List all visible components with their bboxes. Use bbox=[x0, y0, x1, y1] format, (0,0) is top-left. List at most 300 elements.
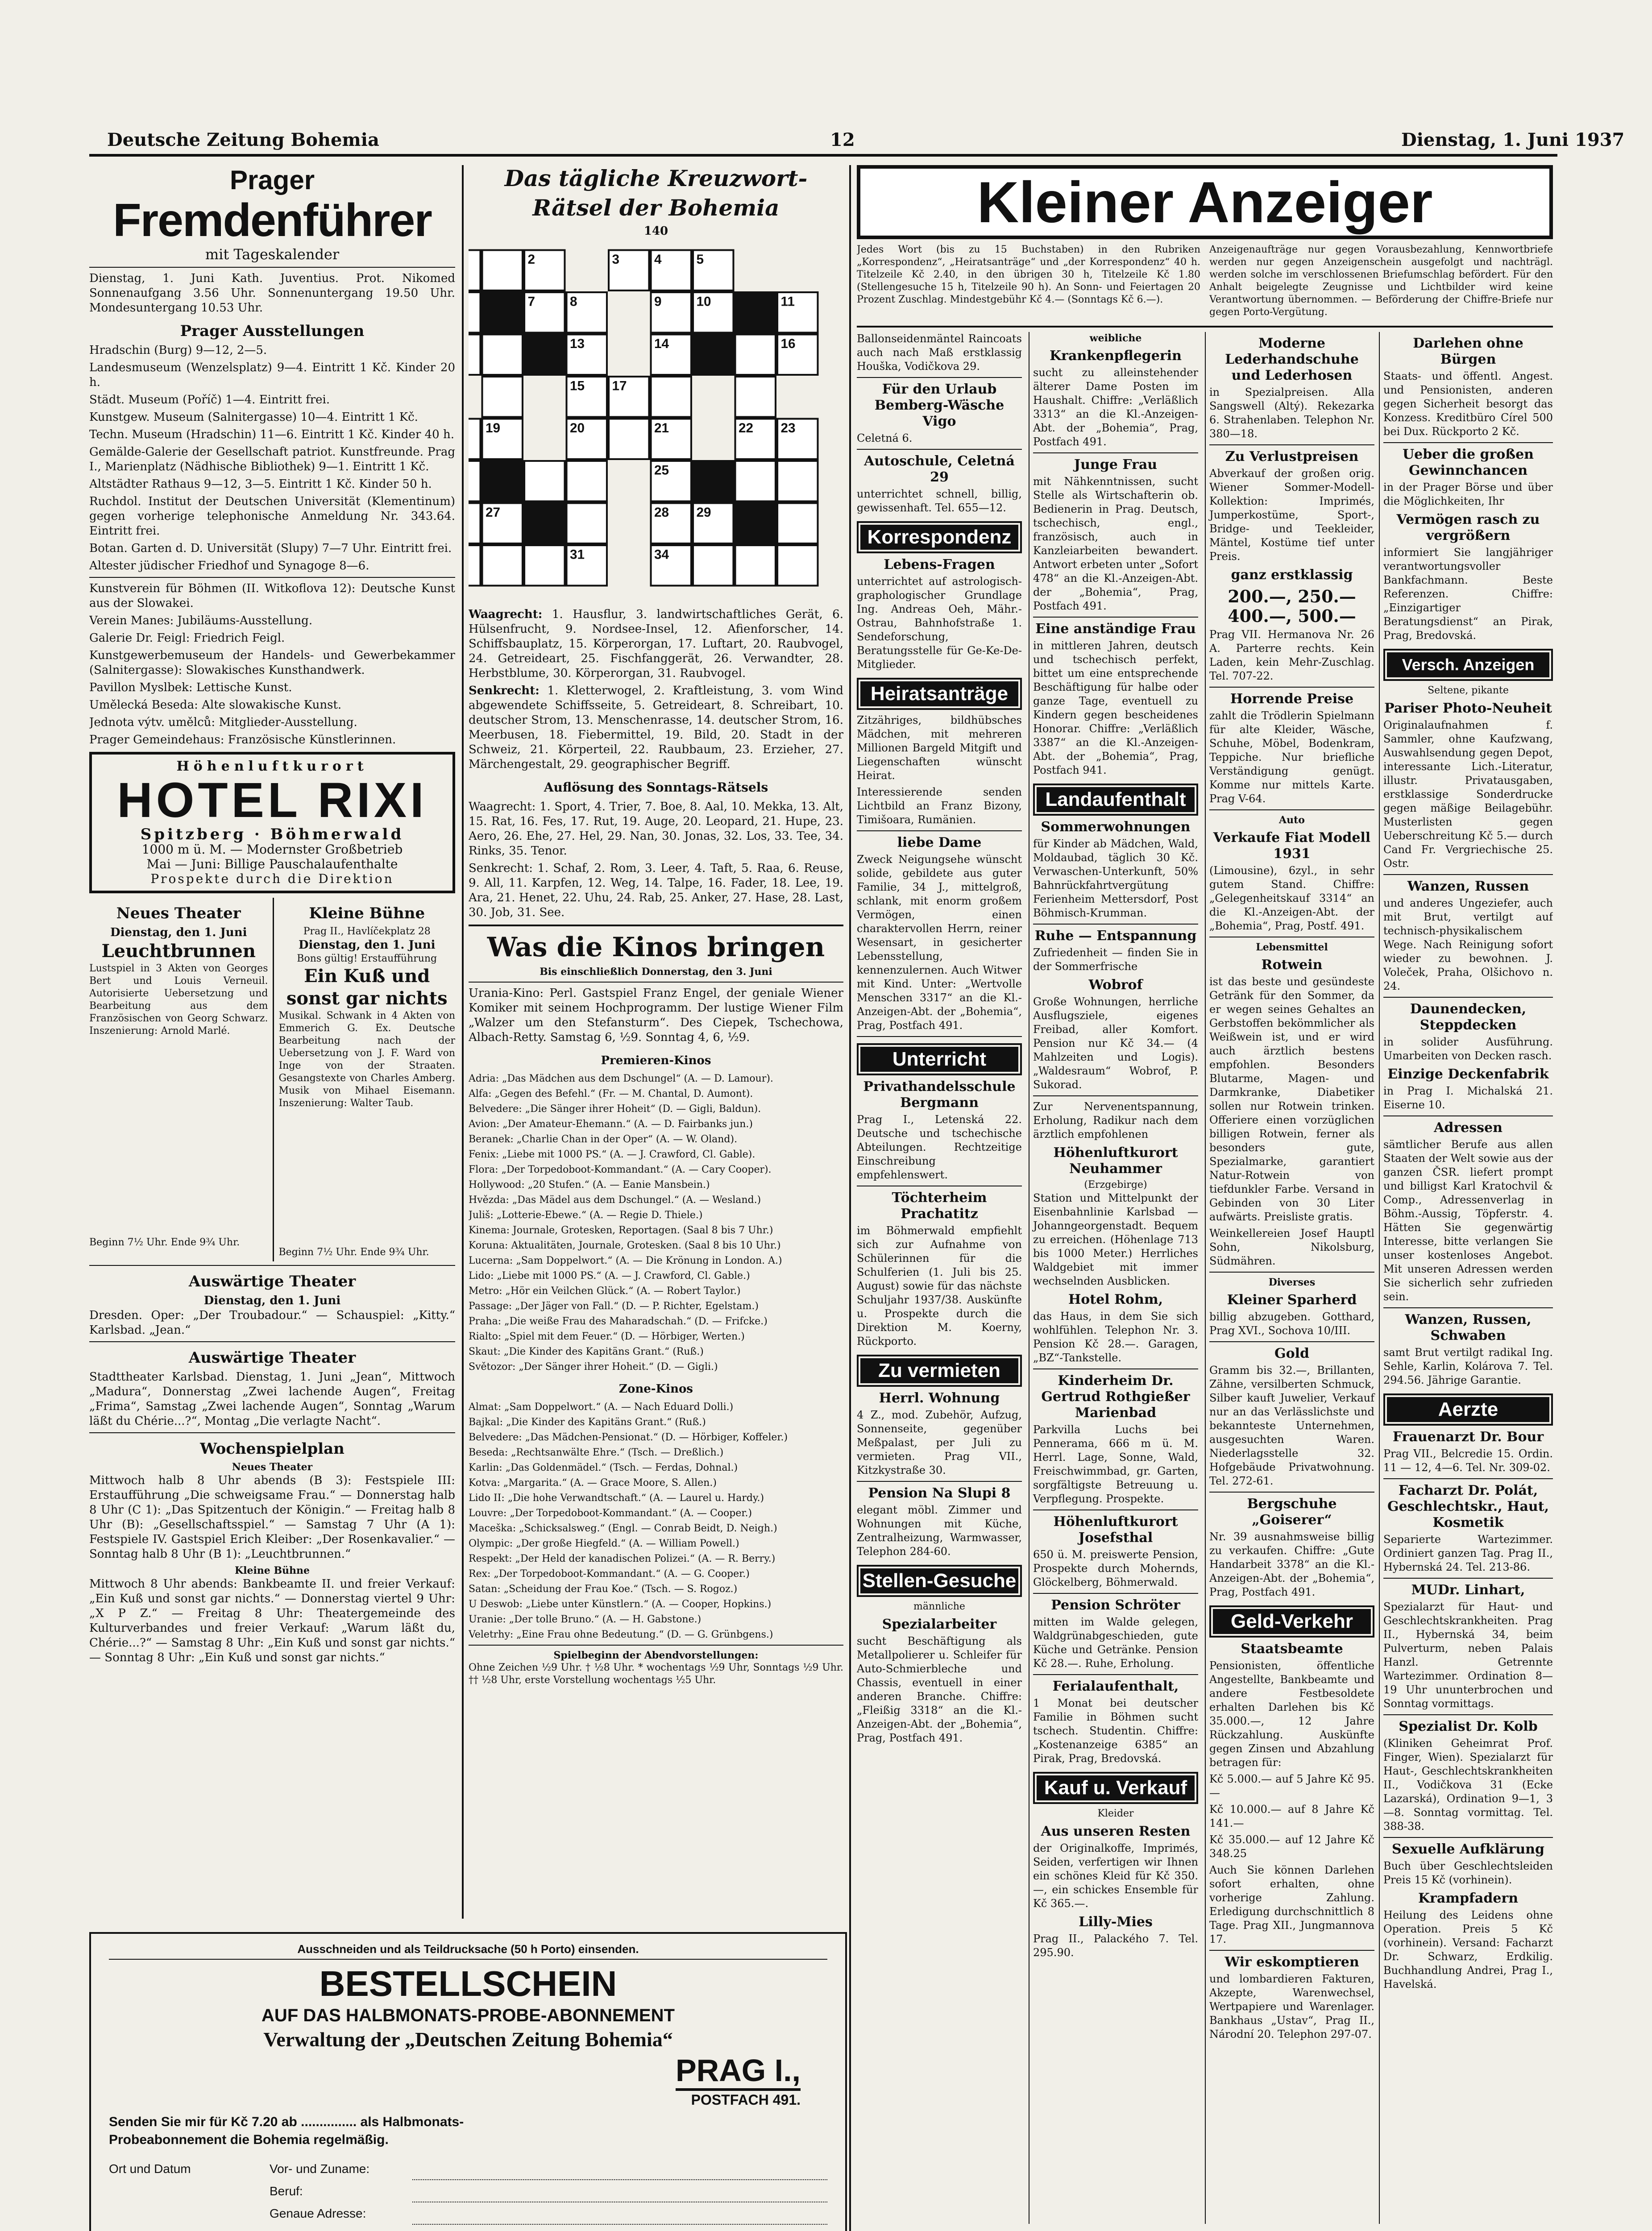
auswaertige-theater-date: Dienstag, den 1. Juni bbox=[203, 1294, 341, 1307]
crossword-cell[interactable]: 21 bbox=[650, 418, 693, 460]
crossword-cell[interactable] bbox=[735, 334, 777, 376]
crossword-cell[interactable] bbox=[608, 418, 650, 460]
crossword-grid bbox=[469, 243, 843, 599]
list-item: Pavillon Myslbek: Lettische Kunst. bbox=[89, 681, 292, 694]
list-item: Olympic: „Der große Hiegfeld.“ (A. — William Powell.) bbox=[469, 1538, 739, 1549]
wochenspielplan-sub-1: Neues Theater bbox=[232, 1461, 313, 1473]
ad-rotwein-signature: Weinkellereien Josef Hauptl Sohn, Nikolsburg, Südmähren. bbox=[1209, 1227, 1374, 1267]
kino-subheading: Bis einschließlich Donnerstag, den 3. Juni bbox=[540, 966, 772, 978]
ad-ferial-heading: Ferialaufenthalt, bbox=[1052, 1679, 1179, 1694]
bestellschein-coupon bbox=[89, 1932, 847, 2231]
kino-heading: Was die Kinos bringen bbox=[487, 932, 825, 963]
ad-gewinnchancen-heading: Ueber die großen Gewinnchancen bbox=[1403, 447, 1534, 478]
solution-heading: Auflösung des Sonntags-Rätsels bbox=[544, 780, 768, 795]
list-item: Kunstgew. Museum (Salnitergasse) 10—4. Eintritt 1 Kč. bbox=[89, 411, 418, 424]
ad-lebensfragen-text: unterrichtet auf astrologisch-graphologischer Grundlage Ing. Andreas Oeh, Mähr.-Ostrau, Bahnhofstraße 1. Sendeforschung, Beratungsstelle für Ge-Ke-De-Mitglieder. bbox=[857, 575, 1022, 671]
category-korrespondenz: Korrespondenz bbox=[857, 521, 1022, 553]
ad-photo-sub: Seltene, pikante bbox=[1428, 685, 1509, 696]
ad-pension-slupi-text: elegant möbl. Zimmer und Wohnungen mit Küche, Zentralheizung, Warmwasser, Telephon 284-60. bbox=[857, 1504, 1022, 1558]
ad-lilly-heading: Lilly-Mies bbox=[1079, 1914, 1153, 1930]
coupon-cut-instruction: Ausschneiden und als Teildrucksache (50 h Porto) einsenden. bbox=[297, 1942, 639, 1956]
ad-sparherd-text: billig abzugeben. Gotthard, Prag XVI., Sochova 10/III. bbox=[1209, 1310, 1374, 1337]
ad-bergschuhe-heading: Bergschuhe „Goiserer“ bbox=[1247, 1496, 1337, 1528]
ad-ruhe-text: Zufriedenheit — finden Sie in der Sommerfrische bbox=[1033, 946, 1198, 973]
ad-krankenpflegerin-heading: Krankenpflegerin bbox=[1050, 348, 1182, 364]
ad-fiat-text: (Limousine), 6zyl., in sehr gutem Stand. Chiffre: „Gelegenheitskauf 3314“ an die Kl.-Anzeigen-Abt. der „Bohemia“, Prag, Postf. 491. bbox=[1209, 864, 1374, 932]
list-item: Städt. Museum (Poříč) 1—4. Eintritt frei. bbox=[89, 393, 330, 406]
ad-krankenpflegerin-text: sucht zu alleinstehender älterer Dame Posten im Haushalt. Chiffre: „Verläßlich 3313“ an die Kl.-Anzeigen-Abt. der „Bohemia“, Prag, Postfach 491. bbox=[1033, 366, 1198, 448]
category-kauf-verkauf: Kauf u. Verkauf bbox=[1033, 1772, 1198, 1804]
hotel-rixi-ad bbox=[89, 752, 455, 893]
list-item: Techn. Museum (Hradschin) 11—6. Eintritt 1 Kč. Kinder 40 h. bbox=[89, 428, 454, 441]
ad-rotwein-heading: Rotwein bbox=[1261, 957, 1323, 973]
category-aerzte: Aerzte bbox=[1383, 1393, 1553, 1426]
crossword-cell[interactable] bbox=[481, 249, 524, 292]
list-item: Koruna: Aktualitäten, Journale, Grotesken. (Saal 8 bis 10 Uhr.) bbox=[469, 1240, 781, 1251]
kleine-buehne-note: Bons gültig! Erstaufführung bbox=[297, 953, 437, 964]
ad-toechterheim-heading: Töchterheim Prachatitz bbox=[892, 1190, 987, 1222]
coupon-name-field[interactable] bbox=[412, 2158, 827, 2180]
kleine-buehne-date: Dienstag, den 1. Juni bbox=[298, 938, 436, 952]
ad-wanzen-heading: Wanzen, Russen bbox=[1407, 879, 1529, 894]
ad-kolb-text: (Kliniken Geheimrat Prof. Finger, Wien). Spezialarzt für Haut-, Geschlechtskrankheiten II., Vodičkova 31 (Ecke Lazarská), Ordination 9—1, 3—8. Sonntag vormittag. Tel. 388-38. bbox=[1383, 1737, 1553, 1833]
premieren-list bbox=[469, 1073, 843, 1373]
category-zu-vermieten: Zu vermieten bbox=[857, 1355, 1022, 1387]
crossword-cell[interactable]: 15 bbox=[566, 376, 608, 418]
list-item: Almat: „Sam Doppelwort.“ (A. — Nach Eduard Dolli.) bbox=[469, 1402, 734, 1413]
crossword-cell[interactable] bbox=[776, 460, 819, 502]
ad-neuhammer-intro: Zur Nervenentspannung, Erholung, Radikur nach dem ärztlich empfohlenen bbox=[1033, 1100, 1198, 1140]
neues-theater-date: Dienstag, den 1. Juni bbox=[110, 926, 247, 939]
list-item: Karlin: „Das Goldenmädel.“ (Tsch. — Ferdas, Dohnal.) bbox=[469, 1462, 738, 1473]
ad-lederhandschuhe-heading: Moderne Lederhandschuhe und Lederhosen bbox=[1225, 336, 1359, 383]
ad-aufklaerung-text: Buch über Geschlechtsleiden Preis 15 Kč (vorhinein). bbox=[1383, 1860, 1553, 1886]
ad-staatsbeamte-heading: Staatsbeamte bbox=[1241, 1641, 1343, 1657]
list-item: Fenix: „Liebe mit 1000 PS.“ (A. — J. Crawford, Cl. Gable). bbox=[469, 1149, 755, 1160]
kleine-buehne-text: Musikal. Schwank in 4 Akten von Emmerich G. Ex. Deutsche Bearbeitung nach der Uebersetzung von J. F. Ward von Inge von der Straaten. Gesangstexte von Charles Amberg. Musik von Mihael Eisemann. Inszenierung: Walter Taub. bbox=[278, 1010, 455, 1109]
crossword-title-2: Rätsel der Bohemia bbox=[532, 195, 780, 221]
neues-theater-heading: Neues Theater bbox=[116, 904, 241, 922]
crossword-cell[interactable] bbox=[566, 502, 608, 545]
kleiner-anzeiger-banner: Kleiner Anzeiger bbox=[857, 165, 1553, 239]
hotel-line: Prospekte durch die Direktion bbox=[150, 871, 394, 886]
ad-polat-text: Separierte Wartezimmer. Ordiniert ganzen Tag. Prag II., Hybernská 24. Tel. 213-86. bbox=[1383, 1533, 1553, 1573]
crossword-cell[interactable]: 27 bbox=[481, 502, 524, 545]
ad-gold-heading: Gold bbox=[1274, 1346, 1309, 1361]
ad-staatsbeamte-row: Kč 35.000.— auf 12 Jahre Kč 348.25 bbox=[1209, 1833, 1374, 1860]
crossword-black-cell bbox=[692, 460, 735, 502]
ad-kinderheim-heading: Kinderheim Dr. Gertrud Rothgießer Marienbad bbox=[1041, 1373, 1190, 1421]
column-divider-1 bbox=[462, 165, 464, 1919]
ad-staatsbeamte-text: Pensionisten, öffentliche Angestellte, Bankbeamte und andere Festbesoldete erhalten Darlehen bis Kč 35.000.—, 12 Jahre Rückzahlung. Auskünfte gegen Zinsen und Abzahlung betragen für: bbox=[1209, 1659, 1374, 1769]
ad-bemberg-heading: Für den Urlaub Bemberg-Wäsche Vigo bbox=[874, 382, 1004, 429]
ad-verlustpreise-heading: Zu Verlustpreisen bbox=[1225, 449, 1359, 464]
list-item: Altester jüdischer Friedhof und Synagoge 8—6. bbox=[89, 559, 369, 572]
crossword-cell[interactable]: 10 bbox=[692, 291, 735, 334]
title-prager: Prager bbox=[229, 165, 315, 195]
ad-staatsbeamte-text-2: Auch Sie können Darlehen sofort erhalten, ohne vorherige Zahlung. Erledigung durchschnittlich 8 Tage. Prag XII., Jungmannova 17. bbox=[1209, 1864, 1374, 1945]
ad-junge-frau-heading: Junge Frau bbox=[1074, 457, 1158, 473]
category-heiratsantraege: Heiratsanträge bbox=[857, 678, 1022, 710]
ad-wanzen-text: und anderes Ungeziefer, auch mit Brut, vertilgt auf technisch-physikalischem Wege. Nach Reinigung sofort wieder zu bewohnen. J. Voleček, Praha, Olšichovo n. 24. bbox=[1383, 897, 1553, 992]
ad-staatsbeamte-row: Kč 10.000.— auf 8 Jahre Kč 141.— bbox=[1209, 1803, 1374, 1829]
list-item: Kunstgewerbemuseum der Handels- und Gewerbekammer (Salnitergasse): Slowakisches Kunsthandwerk. bbox=[89, 649, 455, 677]
list-item: Umělecká Beseda: Alte slowakische Kunst. bbox=[89, 698, 342, 712]
auswaertige-theater-heading-1: Auswärtige Theater bbox=[188, 1273, 356, 1290]
crossword-cell[interactable]: 25 bbox=[650, 460, 693, 502]
list-item: Hollywood: „20 Stufen.“ (A. — Eanie Mansbein.) bbox=[469, 1179, 710, 1190]
crossword-cell[interactable] bbox=[481, 334, 524, 376]
ad-schroeter-text: mitten im Walde gelegen, Waldgrünabgeschieden, gute Küche und Getränke. Pension Kč 28.—. Ruhe, Erholung. bbox=[1033, 1616, 1198, 1670]
crossword-cell[interactable]: 9 bbox=[650, 291, 693, 334]
kleine-buehne-footer: Beginn 7½ Uhr. Ende 9¾ Uhr. bbox=[278, 1247, 429, 1258]
label-diverses: Diverses bbox=[1268, 1277, 1316, 1288]
ad-darlehen-text: Staats- und öffentl. Angest. und Pensionisten, anderen gegen Sicherheit besorgt das Konzess. Kreditbüro Círel 500 bei Dux. Rückporto 2 Kč. bbox=[1383, 370, 1553, 438]
crossword-black-cell bbox=[481, 460, 524, 502]
ad-eskomptieren-heading: Wir eskomptieren bbox=[1224, 1954, 1359, 1970]
ad-lilly-text: Prag II., Palackého 7. Tel. 295.90. bbox=[1033, 1932, 1198, 1959]
auswaertige-theater-text-1: Dresden. Oper: „Der Troubadour.“ — Schauspiel: „Kitty.“ Karlsbad. „Jean.“ bbox=[89, 1309, 455, 1337]
crossword-cell[interactable]: 31 bbox=[566, 544, 608, 587]
list-item: Galerie Dr. Feigl: Friedrich Feigl. bbox=[89, 631, 285, 645]
coupon-name-label: Vor- und Zuname: bbox=[270, 2162, 370, 2176]
crossword-cell[interactable]: 13 bbox=[566, 334, 608, 376]
crossword-black-cell bbox=[735, 502, 777, 545]
list-item: Kinema: Journale, Grotesken, Reportagen. (Saal 8 bis 7 Uhr.) bbox=[469, 1225, 773, 1236]
crossword-cell[interactable]: 8 bbox=[566, 291, 608, 334]
header-page-number: 12 bbox=[830, 129, 855, 150]
crossword-cell[interactable] bbox=[650, 376, 693, 418]
label-weibliche: weibliche bbox=[1089, 332, 1142, 344]
ad-bergmann-text: Prag I., Letenská 22. Deutsche und tschechische Abteilungen. Rechtzeitige Einschreibung empfehlenswert. bbox=[857, 1113, 1022, 1181]
column-fremdenfuehrer bbox=[89, 165, 455, 1919]
crossword-cell[interactable]: 34 bbox=[650, 544, 693, 587]
coupon-address-field[interactable] bbox=[412, 2202, 827, 2225]
ad-liebe-dame-text: Zweck Neigungsehe wünscht solide, gebildete aus guter Familie, 34 J., mittelgroß, schlank, mit enorm großem Vermögen, einen charaktervollen Herrn, reiner Wesensart, in gesicherter Lebensstellung, kennenzulernen. Auch Witwer mit Kind. Unter: „Wertvolle Menschen 3317“ an die Kl.-Anzeigen-Abt. der „Bohemia“, Prag, Postfach 491. bbox=[857, 853, 1022, 1032]
list-item: Flora: „Der Torpedoboot-Kommandant.“ (A. — Cary Cooper). bbox=[469, 1164, 772, 1175]
ad-staatsbeamte-row: Kč 5.000.— auf 5 Jahre Kč 95.— bbox=[1209, 1773, 1374, 1799]
ad-gold-text: Gramm bis 32.—, Brillanten, Zähne, versilberten Schmuck, Silber kauft Juwelier, Verkauf nur an das Verlässlichste und bekannteste Unternehmen, ausgesuchten Waren. Niederlagsstelle 32. Hofgebäude Privatwohnung. Tel. 272-61. bbox=[1209, 1364, 1374, 1487]
ad-adressen-heading: Adressen bbox=[1434, 1120, 1503, 1136]
ad-krampfadern-heading: Krampfadern bbox=[1418, 1891, 1519, 1906]
list-item: Světozor: „Der Sänger ihrer Hoheit.“ (D. — Gigli.) bbox=[469, 1361, 718, 1373]
ad-photo-heading: Pariser Photo-Neuheit bbox=[1384, 701, 1552, 716]
hotel-line: Mai — Juni: Billige Pauschalaufenthalte bbox=[146, 857, 398, 871]
exhibitions-list bbox=[89, 343, 455, 573]
coupon-city: PRAG I., bbox=[676, 2053, 801, 2091]
clue-down-text: 1. Kletterwogel, 2. Kraftleistung, 3. vom Wind abgewendete Schiffsseite, 5. Getreideart, 8. Schreibart, 10. deutscher Strom, 13. Menschenrasse, 14. deutscher Strom, 16. Meerbusen, 18. Fiebermittel, 19. Bild, 20. Stadt in der Schweiz, 21. Körperteil, 22. Raubbaum, 23. Erzieher, 27. Märchengestalt, 29. geographischer Begriff. bbox=[469, 684, 843, 771]
ad-daunendecken-text: in solider Ausführung. Umarbeiten von Decken rasch. bbox=[1383, 1036, 1553, 1062]
ad-anstaendige-frau-heading: Eine anständige Frau bbox=[1035, 621, 1196, 637]
kleine-buehne-play: Ein Kuß und sonst gar nichts bbox=[286, 966, 448, 1009]
classifieds-col-c bbox=[1209, 332, 1374, 2044]
list-item: Metro: „Hör ein Veilchen Glück.“ (A. — Robert Taylor.) bbox=[469, 1286, 741, 1297]
header-date: Dienstag, 1. Juni 1937 bbox=[1401, 129, 1625, 150]
ad-hotel-rohm-heading: Hotel Rohm, bbox=[1068, 1292, 1163, 1307]
list-item: Adria: „Das Mädchen aus dem Dschungel“ (A. — D. Lamour). bbox=[469, 1073, 773, 1084]
label-lebensmittel: Lebensmittel bbox=[1256, 941, 1328, 953]
ad-wobrof-text: Große Wohnungen, herrliche Ausflugsziele, eigenes Freibad, aller Komfort. Pension nur Kč 34.— (4 Mahlzeiten und Logis). „Waldesraum“ Wobrof, P. Sukorad. bbox=[1033, 995, 1198, 1091]
clue-across-heading: Waagrecht: bbox=[469, 608, 543, 621]
list-item: Beranek: „Charlie Chan in der Oper“ (A. — W. Oland). bbox=[469, 1134, 738, 1145]
ad-frauenarzt-text: Prag VII., Belcredie 15. Ordin. 11 — 12, 4—6. Tel. Nr. 309-02. bbox=[1383, 1447, 1553, 1474]
hotel-line: 1000 m ü. M. — Modernster Großbetrieb bbox=[141, 842, 403, 857]
neues-theater-play: Leuchtbrunnen bbox=[101, 941, 256, 962]
crossword-cell[interactable]: 2 bbox=[523, 249, 566, 292]
crossword-cell[interactable] bbox=[523, 460, 566, 502]
ad-rotwein-text: ist das beste und gesündeste Getränk für den Sommer, da er wegen seines Gehaltes an Gerbstoffen bekömmlicher als Weißwein ist, und er wird auch ärztlich bestens empfohlen. Besonders Blutarme, Magen- und Darmkranke, Diabetiker sollen nur Rotwein trinken. Offeriere einen vorzüglichen billigen Rotwein, ferner als besonders gute, Spezialmarke, garantiert Natur-Rotwein von tiefdunkler Farbe. Versand in Gebinden von 30 Liter aufwärts. Preisliste gratis. bbox=[1209, 975, 1374, 1223]
ad-kleider-label: Kleider bbox=[1097, 1808, 1134, 1819]
crossword-cell[interactable]: 29 bbox=[692, 502, 735, 545]
coupon-ort-label: Ort und Datum bbox=[109, 2162, 191, 2176]
list-item: Respekt: „Der Held der kanadischen Polizei.“ (A. — R. Berry.) bbox=[469, 1553, 776, 1564]
wochenspielplan-heading: Wochenspielplan bbox=[200, 1440, 345, 1458]
crossword-cell[interactable] bbox=[469, 291, 481, 334]
crossword-black-cell bbox=[523, 334, 566, 376]
ad-wanzen-schwaben-text: samt Brut vertilgt radikal Ing. Sehle, Karlin, Kolárova 7. Tel. 294.56. Jährige Garantie. bbox=[1383, 1346, 1553, 1386]
ad-lebensfragen-heading: Lebens-Fragen bbox=[884, 557, 995, 572]
ad-neuhammer-sub: (Erzgebirge) bbox=[1084, 1179, 1147, 1190]
ad-frauenarzt-heading: Frauenarzt Dr. Bour bbox=[1392, 1429, 1544, 1445]
crossword-cell[interactable] bbox=[481, 544, 524, 587]
coupon-beruf-field[interactable] bbox=[412, 2180, 827, 2202]
crossword-cell[interactable]: 3 bbox=[608, 249, 650, 292]
column-kreuzwort-kinos bbox=[469, 165, 843, 1919]
wochenspielplan-text-1: Mittwoch halb 8 Uhr abends (B 3): Festspiele III: Erstaufführung „Die schweigsame Frau.“ — Donnerstag halb 8 Uhr (C 1): „Das Spitzentuch der Königin.“ — Freitag halb 8 Uhr (B): „Gesellschaftsspiel.“ — Samstag 7 Uhr (A 1): Festspiele IV. Gastspiel Erich Kleiber: „Der Rosenkavalier.“ — Sonntag halb 8 Uhr (B 1): „Leuchtbrunnen.“ bbox=[89, 1474, 455, 1561]
spielbeginn-heading: Spielbeginn der Abendvorstellungen: bbox=[553, 1650, 759, 1661]
crossword-cell[interactable] bbox=[776, 502, 819, 545]
ad-resten-heading: Aus unseren Resten bbox=[1041, 1824, 1191, 1839]
list-item: Hvězda: „Das Mädel aus dem Dschungel.“ (A. — Wesland.) bbox=[469, 1194, 761, 1206]
crossword-cell[interactable] bbox=[692, 544, 735, 587]
list-item: Skaut: „Die Kinder des Kapitäns Grant.“ (Ruß.) bbox=[469, 1346, 704, 1357]
crossword-cell[interactable]: 23 bbox=[776, 418, 819, 460]
crossword-number: 140 bbox=[643, 224, 668, 238]
neues-theater bbox=[89, 898, 268, 1261]
ad-horrende-preise-text: zahlt die Trödlerin Spielmann für alte Kleider, Wäsche, Schuhe, Möbel, Bodenkram, Teppiche. Nur briefliche Verständigung genügt. Komme nur mittels Karte. Prag V-64. bbox=[1209, 709, 1374, 805]
solution-across: Waagrecht: 1. Sport, 4. Trier, 7. Boe, 8. Aal, 10. Mekka, 13. Alt, 15. Rat, 16. Fes, 17. Rut, 19. Auge, 20. Leopard, 21. Hupe, 23. Aero, 26. Ehe, 27. Hel, 29. Nan, 30. Jonas, 32. Los, 33. Tee, 34. Rinks, 35. Tenor. bbox=[469, 800, 843, 858]
crossword-cell[interactable] bbox=[735, 460, 777, 502]
solution-down: Senkrecht: 1. Schaf, 2. Rom, 3. Leer, 4. Taft, 5. Raa, 6. Reuse, 9. All, 11. Karpfen, 12. Weg, 14. Talpe, 16. Fader, 18. Lee, 19. Ara, 21. Henet, 22. Uhu, 24. Rab, 25. Anker, 27. Hase, 28. Last, 30. Job, 31. See. bbox=[469, 862, 843, 919]
zone-list bbox=[469, 1401, 843, 1641]
list-item: Avion: „Der Amateur-Ehemann.“ (A. — D. Fairbanks jun.) bbox=[469, 1119, 753, 1130]
ad-wobrof-name: Wobrof bbox=[1088, 977, 1143, 993]
ad-verlustpreise-bold: ganz erstklassig bbox=[1231, 567, 1353, 583]
ad-maennliche-label: männliche bbox=[913, 1601, 965, 1612]
ad-bemberg-text: Celetná 6. bbox=[857, 432, 913, 444]
list-item: Verein Manes: Jubiläums-Ausstellung. bbox=[89, 614, 313, 627]
column-kleiner-anzeiger bbox=[857, 165, 1553, 2231]
coupon-order-line-2: Probeabonnement die Bohemia regelmäßig. bbox=[109, 2132, 389, 2147]
list-item: Bajkal: „Die Kinder des Kapitäns Grant.“ (Ruß.) bbox=[469, 1417, 706, 1428]
crossword-cell[interactable]: 16 bbox=[776, 334, 819, 376]
hotel-kurort-label: Höhenluftkurort bbox=[176, 759, 368, 774]
list-item: Praha: „Die weiße Frau des Maharadschah.“ (D. — Frifcke.) bbox=[469, 1316, 768, 1327]
auswaertige-theater-heading-2: Auswärtige Theater bbox=[188, 1349, 356, 1367]
ad-spezialarbeiter-text: sucht Beschäftigung als Metallpolierer u. Schleifer für Auto-Schmierbleche und Chassis, eventuell in einer anderen Branche. Chiffre: „Fleißig 3318“ an die Kl.-Anzeigen-Abt. der „Bohemia“, Prag, Postfach 491. bbox=[857, 1635, 1022, 1744]
ad-sommerwohnungen-heading: Sommerwohnungen bbox=[1041, 819, 1191, 835]
ad-anstaendige-frau-text: in mittleren Jahren, deutsch und tschechisch perfekt, bittet um eine entsprechende Beschäftigung für halbe oder ganze Tage, eventuell zu Kindern gegen bescheidenes Honorar. Chiffre: „Verläßlich 3387“ an die Kl.-Anzeigen-Abt. der „Bohemia“, Prag, Postfach 941. bbox=[1033, 639, 1198, 776]
ad-kolb-heading: Spezialist Dr. Kolb bbox=[1399, 1719, 1538, 1734]
neues-theater-footer: Beginn 7½ Uhr. Ende 9¾ Uhr. bbox=[89, 1237, 240, 1248]
ad-darlehen-heading: Darlehen ohne Bürgen bbox=[1413, 336, 1523, 367]
kleine-buehne-heading: Kleine Bühne bbox=[309, 904, 425, 922]
ad-deckenfabrik-text: in Prag I. Michalská 21. Eiserne 10. bbox=[1383, 1085, 1553, 1111]
crossword-cell[interactable] bbox=[469, 249, 481, 292]
crossword-cell[interactable] bbox=[469, 460, 481, 502]
crossword-cell[interactable]: 19 bbox=[481, 418, 524, 460]
category-stellen-gesuche: Stellen-Gesuche bbox=[857, 1565, 1022, 1597]
list-item: Ruchdol. Institut der Deutschen Universität (Klementinum) gegen vorherige telephonische Anmeldung Nr. 343.64. Eintritt frei. bbox=[89, 495, 455, 538]
ad-lederhandschuhe-text: in Spezialpreisen. Alla Sangswell (Altý). Rekezarka 6. Strahenlaben. Telephon Nr. 380—18. bbox=[1209, 386, 1374, 440]
list-item: Gemälde-Galerie der Gesellschaft patriot. Kunstfreunde. Prag I., Marienplatz (Nädhische Bibliothek) 9—1. Eintritt 1 Kč. bbox=[89, 445, 455, 473]
list-item: Veletrhy: „Eine Frau ohne Bedeutung.“ (D. — G. Grünbgens.) bbox=[469, 1629, 773, 1640]
crossword-cell[interactable]: 7 bbox=[523, 291, 566, 334]
list-item: Rialto: „Spiel mit dem Feuer.“ (D. — Hörbiger, Werten.) bbox=[469, 1331, 745, 1342]
theater-section bbox=[89, 898, 455, 1261]
premieren-heading: Premieren-Kinos bbox=[601, 1054, 711, 1067]
list-item: Jednota výtv. umělců: Mitglieder-Ausstellung. bbox=[89, 716, 357, 729]
clue-down-heading: Senkrecht: bbox=[469, 684, 540, 697]
list-item: Uranie: „Der tolle Bruno.“ (A. — H. Gabstone.) bbox=[469, 1614, 701, 1625]
clue-across-text: 1. Hausflur, 3. landwirtschaftliches Gerät, 6. Hülsenfrucht, 9. Nordsee-Insel, 12. Afienforscher, 14. Schiffsbauplatz, 15. Körperorgan, 17. Luftart, 20. Raubvogel, 24. Getreideart, 25. Fischfanggerät, 26. Verwandter, 28. Herbstblume, 30. Körperorgan, 31. Raubvogel. bbox=[469, 608, 843, 680]
ad-liebe-dame-heading: liebe Dame bbox=[897, 835, 982, 850]
category-geld-verkehr: Geld-Verkehr bbox=[1209, 1605, 1374, 1638]
crossword-cell[interactable] bbox=[523, 544, 566, 587]
classifieds-col-a bbox=[857, 332, 1022, 1748]
list-item: Lido: „Liebe mit 1000 PS.“ (A. — J. Crawford, Cl. Gable.) bbox=[469, 1270, 750, 1281]
ad-bergschuhe-text: Nr. 39 ausnahmsweise billig zu verkaufen. Chiffre: „Gute Handarbeit 3378“ an die Kl.-Anzeigen-Abt. der „Bohemia“, Prag, Postfach 491. bbox=[1209, 1530, 1374, 1598]
ad-heirat-text: Zitzähriges, bildhübsches Mädchen, mit mehreren Millionen Bargeld Mitgift und Liegenschaften wünscht Heirat. bbox=[857, 714, 1022, 782]
ad-wanzen-schwaben-heading: Wanzen, Russen, Schwaben bbox=[1405, 1312, 1532, 1344]
crossword-cell[interactable]: 28 bbox=[650, 502, 693, 545]
crossword-cell[interactable] bbox=[735, 376, 777, 418]
kino-intro: Urania-Kino: Perl. Gastspiel Franz Engel, der geniale Wiener Komiker mit seinem Hochprogramm. Der lustige Wiener Film „Walzer um den Stefansturm“. Des Ciepek, Tschechowa, Albach-Retty. Samstag 6, ½9. Sonntag 4, 6, ½9. bbox=[469, 987, 843, 1044]
rates-text-2: Anzeigenaufträge nur gegen Vorausbezahlung, Kennwortbriefe werden nur gegen Anzeigenschein ausgefolgt und nachträgl. werden solche im verschlossenen Briefumschlag befördert. Für den Anhalt beigelegte Zeugnisse und Lichtbilder wird keine Verantwortung übernommen. — Beförderung der Chiffre-Briefe nur gegen Porto-Vergütung. bbox=[1209, 244, 1553, 318]
crossword-cell[interactable] bbox=[469, 544, 481, 587]
ad-kinderheim-text: Parkvilla Luchs bei Pennerama, 666 m ü. M. Herrl. Lage, Sonne, Wald, Freischwimmbad, gr. Garten, sorgfältigste Betreuung u. Verpflegung. Prospekte. bbox=[1033, 1423, 1198, 1505]
ad-pension-slupi-heading: Pension Na Slupi 8 bbox=[868, 1485, 1011, 1501]
ad-neuhammer-text: Station und Mittelpunkt der Eisenbahnlinie Karlsbad — Johanngeorgenstadt. Bequem zu erreichen. (Höhenlage 713 bis 1000 Meter.) Herrliches Waldgebiet mit immer wechselnden Ausblicken. bbox=[1033, 1192, 1198, 1287]
list-item: Altstädter Rathaus 9—12, 3—5. Eintritt 1 Kč. Kinder 50 h. bbox=[89, 477, 432, 491]
kleine-buehne bbox=[278, 898, 455, 1261]
ad-josefsthal-text: 650 ü. M. preiswerte Pension, Prospekte durch Mohernds, Glöckelberg, Böhmerwald. bbox=[1033, 1548, 1198, 1588]
ad-verlustpreise-text-2: Prag VII. Hermanova Nr. 26 A. Parterre rechts. Kein Laden, kein Mehr-Zuschlag. Tel. 707-22. bbox=[1209, 628, 1374, 682]
list-item: Kotva: „Margarita.“ (A. — Grace Moore, S. Allen.) bbox=[469, 1477, 717, 1489]
wochenspielplan-sub-2: Kleine Bühne bbox=[234, 1565, 310, 1576]
crossword-cell[interactable]: 14 bbox=[650, 334, 693, 376]
crossword-cell[interactable] bbox=[735, 544, 777, 587]
crossword-title-1: Das tägliche Kreuzwort- bbox=[504, 165, 808, 191]
ad-verlustpreise-text: Abverkauf der großen orig. Wiener Sommer-Modell-Kollektion: Imprimés, Jumperkostüme, Sport-, Bridge- und Teekleider, Mäntel, Kostüme tief unter Preis. bbox=[1209, 467, 1374, 563]
crossword-cell[interactable] bbox=[481, 376, 524, 418]
crossword-cell[interactable]: 5 bbox=[692, 249, 735, 292]
ad-gewinnchancen-text: in der Prager Börse und über die Möglichkeiten, Ihr bbox=[1383, 481, 1553, 507]
calendar-text: Dienstag, 1. Juni Kath. Juventius. Prot. Nikomed Sonnenaufgang 3.56 Uhr. Sonnenuntergang 19.50 Uhr. Mondesuntergang 10.53 Uhr. bbox=[89, 272, 455, 315]
ad-sparherd-heading: Kleiner Sparherd bbox=[1227, 1292, 1357, 1308]
classifieds-grid bbox=[857, 332, 1553, 2224]
ad-bergmann-heading: Privathandelsschule Bergmann bbox=[863, 1079, 1016, 1111]
ad-heirat-text-2: Interessierende senden Lichtbild an Franz Bizony, Timišoara, Rumänien. bbox=[857, 786, 1022, 826]
list-item: Satan: „Scheidung der Frau Koe.“ (Tsch. — S. Rogoz.) bbox=[469, 1584, 738, 1595]
ad-fiat-heading: Verkaufe Fiat Modell 1931 bbox=[1213, 830, 1371, 862]
crossword-cell[interactable]: 11 bbox=[776, 291, 819, 334]
ad-ruhe-heading: Ruhe — Entspannung bbox=[1034, 928, 1197, 944]
ad-verlustpreise-prices: 200.—, 250.— 400.—, 500.— bbox=[1228, 586, 1356, 626]
ad-krampfadern-text: Heilung des Leidens ohne Operation. Preis 5 Kč (vorhinein). Versand: Facharzt Dr. Schwarz, Erdkilig. Buchhandlung Andrei, Prag I., Havelská. bbox=[1383, 1909, 1553, 1990]
coupon-admin: Verwaltung der „Deutschen Zeitung Bohemia“ bbox=[263, 2028, 673, 2051]
exhibitions-heading: Prager Ausstellungen bbox=[180, 322, 365, 340]
label-auto: Auto bbox=[1279, 814, 1305, 826]
list-item: Belvedere: „Die Sänger ihrer Hoheit“ (D. — Gigli, Baldun). bbox=[469, 1103, 761, 1115]
ad-ferial-text: 1 Monat bei deutscher Familie in Böhmen sucht tschech. Studentin. Chiffre: „Kostenanzeige 6385“ an Pirak, Prag, Bredovská. bbox=[1033, 1697, 1198, 1765]
crossword-cell[interactable] bbox=[469, 334, 481, 376]
ad-resten-text: der Originalkoffe, Imprimés, Seiden, verfertigen wir Ihnen ein schönes Kleid für Kč 350.—, ein schickes Ensemble für Kč 365.—. bbox=[1033, 1842, 1198, 1910]
list-item: Rex: „Der Torpedoboot-Kommandant.“ (A. — G. Cooper.) bbox=[469, 1568, 750, 1580]
category-unterricht: Unterricht bbox=[857, 1043, 1022, 1075]
crossword-cell[interactable] bbox=[566, 460, 608, 502]
ad-deckenfabrik-bold: Einzige Deckenfabrik bbox=[1387, 1066, 1549, 1082]
ad-aufklaerung-heading: Sexuelle Aufklärung bbox=[1392, 1841, 1544, 1857]
classifieds-col-b bbox=[1033, 332, 1198, 1962]
list-item: Louvre: „Der Torpedoboot-Kommandant.“ (A. — Cooper.) bbox=[469, 1508, 752, 1519]
crossword-cell[interactable] bbox=[469, 418, 481, 460]
list-item: Alfa: „Gegen des Befehl.“ (Fr. — M. Chantal, D. Aumont). bbox=[469, 1088, 753, 1099]
coupon-subtitle: AUF DAS HALBMONATS-PROBE-ABONNEMENT bbox=[261, 2006, 675, 2025]
ad-hotel-rohm-text: das Haus, in dem Sie sich wohlfühlen. Telephon Nr. 3. Pension Kč 28.—. Garagen, „BZ“-Tankstelle. bbox=[1033, 1310, 1198, 1364]
title-fremdenfuehrer: Fremdenführer bbox=[113, 195, 432, 246]
ad-sommerwohnungen-text: für Kinder ab Mädchen, Wald, Moldaubad, täglich 30 Kč. Verwaschen-Unterkunft, 50% Bahnrückfahrtvergütung Ferienheim Mettersdorf, Post Böhmisch-Krumman. bbox=[1033, 838, 1198, 919]
ad-vermoegen-bold: Vermögen rasch zu vergrößern bbox=[1396, 512, 1540, 543]
category-landaufenthalt: Landaufenthalt bbox=[1033, 784, 1198, 816]
coupon-address-label: Genaue Adresse: bbox=[270, 2206, 366, 2220]
crossword-cell[interactable] bbox=[469, 502, 481, 545]
crossword-cell[interactable]: 4 bbox=[650, 249, 693, 292]
ad-neuhammer-heading: Höhenluftkurort Neuhammer bbox=[1053, 1145, 1178, 1177]
ad-linhart-text: Spezialarzt für Haut- und Geschlechtskrankheiten. Prag II., Hybernská 34, beim Pulverturm, neben Palais Hanzl. Getrennte Wartezimmer. Ordination 8—19 Uhr ununterbrochen und Sonntag vormittags. bbox=[1383, 1601, 1553, 1710]
list-item: Landesmuseum (Wenzelsplatz) 9—4. Eintritt 1 Kč. Kinder 20 h. bbox=[89, 361, 455, 389]
list-item: Prager Gemeindehaus: Französische Künstlerinnen. bbox=[89, 733, 396, 746]
auswaertige-theater-text-2: Stadttheater Karlsbad. Dienstag, 1. Juni „Jean“, Mittwoch „Madura“, Donnerstag „Zwei lachende Augen“, Freitag „Frima“, Samstag „Zwei lachende Augen“, Sonntag „Warum läßt du Chérie...?“, Montag „Die verlagte Nacht“. bbox=[89, 1370, 455, 1428]
coupon-order-line-1: Senden Sie mir für Kč 7.20 ab ............... als Halbmonats- bbox=[109, 2115, 464, 2129]
ad-autoschule-heading: Autoschule, Celetná 29 bbox=[864, 453, 1015, 485]
crossword-cell[interactable]: 22 bbox=[735, 418, 777, 460]
coupon-postfach: POSTFACH 491. bbox=[691, 2092, 801, 2108]
art-exhibitions-list bbox=[89, 581, 455, 747]
ad-spezialarbeiter-heading: Spezialarbeiter bbox=[882, 1617, 997, 1632]
ad-junge-frau-text: mit Nähkenntnissen, sucht Stelle als Wirtschafterin ob. Bedienerin in Prag. Deutsch, tschechisch, engl., französisch, auch in Kanzleiarbeiten bewandert. Antwort erbeten unter „Sofort 478“ an die Kl.-Anzeigen-Abt. der „Bohemia“, Prag, Postfach 491. bbox=[1033, 475, 1198, 612]
list-item: U Deswob: „Liebe unter Künstlern.“ (A. — Cooper, Hopkins.) bbox=[469, 1599, 772, 1610]
ad-schroeter-heading: Pension Schröter bbox=[1051, 1597, 1180, 1613]
coupon-beruf-label: Beruf: bbox=[270, 2184, 303, 2198]
crossword-cell[interactable] bbox=[776, 544, 819, 587]
crossword-cell[interactable]: 20 bbox=[566, 418, 608, 460]
list-item: Belvedere: „Das Mädchen-Pensionat.“ (D. — Hörbiger, Koffeler.) bbox=[469, 1432, 788, 1443]
crossword-black-cell bbox=[523, 502, 566, 545]
ad-daunendecken-heading: Daunendecken, Steppdecken bbox=[1410, 1001, 1527, 1033]
ad-josefsthal-heading: Höhenluftkurort Josefsthal bbox=[1053, 1514, 1178, 1546]
ad-raincoats: Ballonseidenmäntel Raincoats auch nach Maß erstklassig Houška, Vodičkova 29. bbox=[857, 332, 1022, 373]
ad-wohnung-text: 4 Z., mod. Zubehör, Aufzug, Sonnenseite, gegenüber Meßpalast, per Juli zu vermieten. Prag VII., Kitzkystraße 30. bbox=[857, 1409, 1022, 1476]
list-item: Kunstverein für Böhmen (II. Witkoflova 12): Deutsche Kunst aus der Slowakei. bbox=[89, 582, 455, 610]
list-item: Juliš: „Lotterie-Ebewe.“ (A. — Regie D. Thiele.) bbox=[469, 1210, 703, 1221]
list-item: Lido II: „Die hohe Verwandtschaft.“ (A. — Laurel u. Hardy.) bbox=[469, 1493, 764, 1504]
crossword-cell[interactable]: 17 bbox=[608, 376, 650, 418]
rates-block bbox=[857, 244, 1553, 321]
list-item: Passage: „Der Jäger von Fall.“ (D. — P. Richter, Egelstam.) bbox=[469, 1301, 759, 1312]
list-item: Botan. Garten d. D. Universität (Slupy) 7—7 Uhr. Eintritt frei. bbox=[89, 542, 452, 555]
rates-text-1: Jedes Wort (bis zu 15 Buchstaben) in den Rubriken „Korrespondenz“, „Heiratsanträge“ und „der Korrespondenz“ 40 h. Titelzeile Kč 2.40, in den übrigen 30 h, Titelzeile Kč 1.80 (Stellengesuche 15 h, Titelzeile 90 h). An Sonn- und Feiertagen 20 Prozent Zuschlag. Mindestgebühr Kč 4.— (Sonntags Kč 6.—). bbox=[857, 244, 1200, 305]
